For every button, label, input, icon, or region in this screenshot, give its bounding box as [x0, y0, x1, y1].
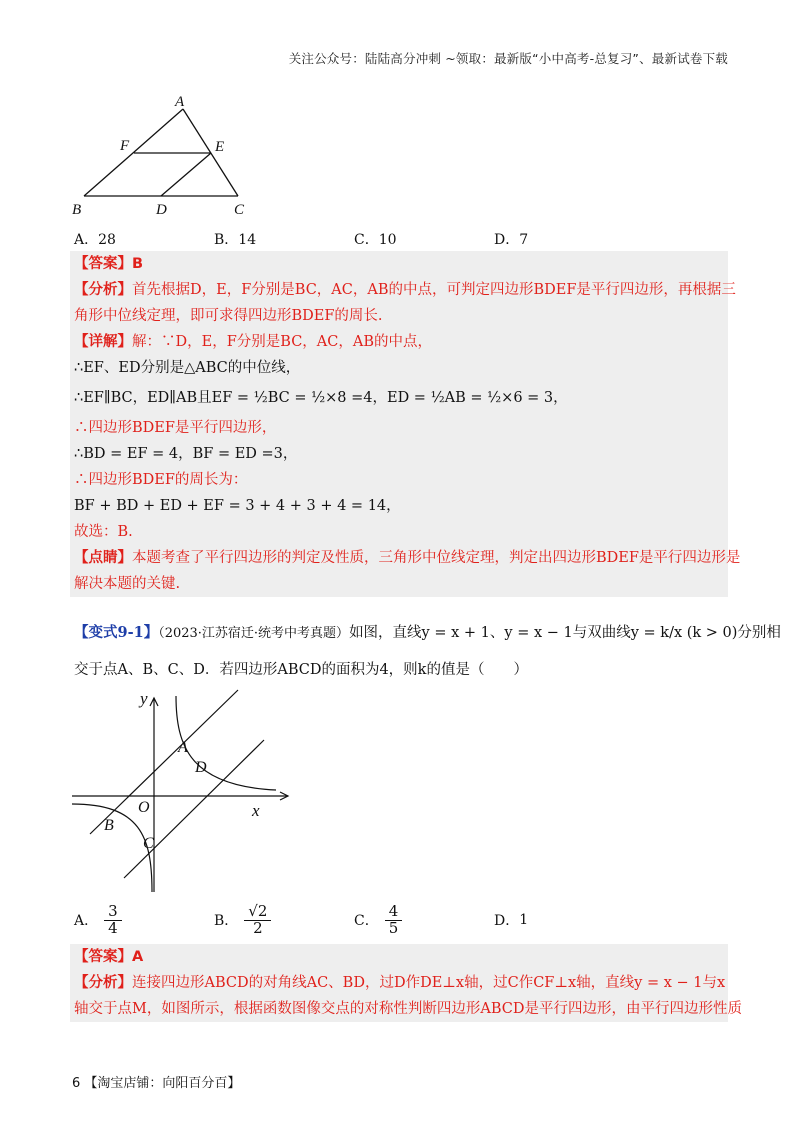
question2-stem-2: 交于点A、B、C、D．若四边形ABCD的面积为4，则k的值是（ ） — [74, 662, 528, 678]
page-footer: 6 【淘宝店铺：向阳百分百】 — [72, 1076, 241, 1091]
analysis2-text-1: 连接四边形ABCD的对角线AC、BD，过D作DE⊥x轴，过C作CF⊥x轴，直线y = x − 1与x — [132, 975, 726, 991]
line-y-x-plus-1 — [90, 690, 238, 834]
label-d: D — [156, 202, 167, 218]
variant-tag: 【变式9-1】 — [74, 624, 159, 641]
comment-tag: 【点睛】 — [74, 550, 132, 566]
detail-tag: 【详解】 — [74, 334, 132, 350]
solution-block-2 — [70, 944, 742, 1022]
answer2-line: 【答案】A — [74, 949, 144, 965]
label-d2: D — [195, 759, 207, 776]
analysis-tag: 【分析】 — [74, 282, 132, 298]
detail-text-4: ∴四边形BDEF是平行四边形， — [74, 420, 277, 436]
hyperbola-figure — [70, 686, 300, 896]
segment-ed — [161, 153, 211, 196]
question2-stem-text: 如图，直线y = x + 1、y = x − 1与双曲线y = k/x (k > 0)分别相 — [349, 625, 781, 641]
label-b: B — [72, 202, 82, 218]
question2-source: （2023·江苏宿迁·统考中考真题） — [158, 626, 350, 641]
question2-options — [74, 904, 634, 937]
detail-text-6: ∴四边形BDEF的周长为： — [74, 472, 248, 488]
label-c: C — [234, 202, 245, 218]
option-d[interactable]: D．7 — [494, 232, 529, 248]
triangle-figure — [70, 92, 270, 222]
option-b[interactable]: B．14 — [214, 232, 257, 248]
page-header: 关注公众号：陆陆高分冲刺 ~领取：最新版“小中高考-总复习”、最新试卷下载 — [288, 51, 728, 66]
label-y: y — [140, 689, 148, 708]
label-c2: C — [143, 835, 154, 852]
question2-stem-1 — [74, 620, 781, 647]
label-x: x — [252, 801, 260, 820]
option2-a[interactable]: A． $\frac{3}{4}$ — [74, 904, 214, 937]
analysis-text-2: 角形中位线定理，即可求得四边形BDEF的周长. — [74, 308, 383, 324]
detail-text-3: ∴EF∥BC，ED∥AB且EF = ½BC = ½×8 =4，ED = ½AB = ½×6 = 3， — [74, 390, 568, 406]
label-f: F — [120, 138, 130, 154]
label-e: E — [215, 139, 225, 155]
option-c[interactable]: C．10 — [354, 232, 397, 248]
analysis2-tag: 【分析】 — [74, 975, 132, 991]
solution-block-1 — [70, 251, 741, 597]
detail-text-2: ∴EF、ED分别是△ABC的中位线， — [74, 360, 301, 376]
question1-options — [74, 229, 634, 249]
detail-text-7: BF + BD + ED + EF = 3 + 4 + 3 + 4 = 14， — [74, 498, 401, 514]
label-a2: A — [178, 739, 188, 756]
label-b2: B — [104, 817, 114, 834]
comment-text-1: 本题考查了平行四边形的判定及性质，三角形中位线定理，判定出四边形BDEF是平行四边形是 — [132, 550, 741, 566]
option2-c[interactable]: C． $\frac{4}{5}$ — [354, 904, 494, 937]
detail-text-5: ∴BD = EF = 4，BF = ED =3， — [74, 446, 298, 462]
analysis-text-1: 首先根据D，E，F分别是BC，AC，AB的中点，可判定四边形BDEF是平行四边形，再根据三 — [132, 282, 736, 298]
detail-text-8: 故选：B. — [74, 524, 133, 540]
answer-line: 【答案】B — [74, 256, 144, 272]
option-a[interactable]: A．28 — [74, 232, 116, 248]
option2-b[interactable]: B． $\frac{√2}{2}$ — [214, 904, 354, 937]
option2-d[interactable]: D． 1 — [494, 912, 529, 930]
comment-text-2: 解决本题的关键. — [74, 576, 181, 592]
label-a: A — [175, 94, 185, 110]
label-o: O — [138, 799, 150, 816]
detail-text-1: 解：∵D，E，F分别是BC，AC，AB的中点， — [132, 334, 432, 350]
analysis2-text-2: 轴交于点M，如图所示，根据函数图像交点的对称性判断四边形ABCD是平行四边形，由平行四边形性质 — [74, 1001, 742, 1017]
